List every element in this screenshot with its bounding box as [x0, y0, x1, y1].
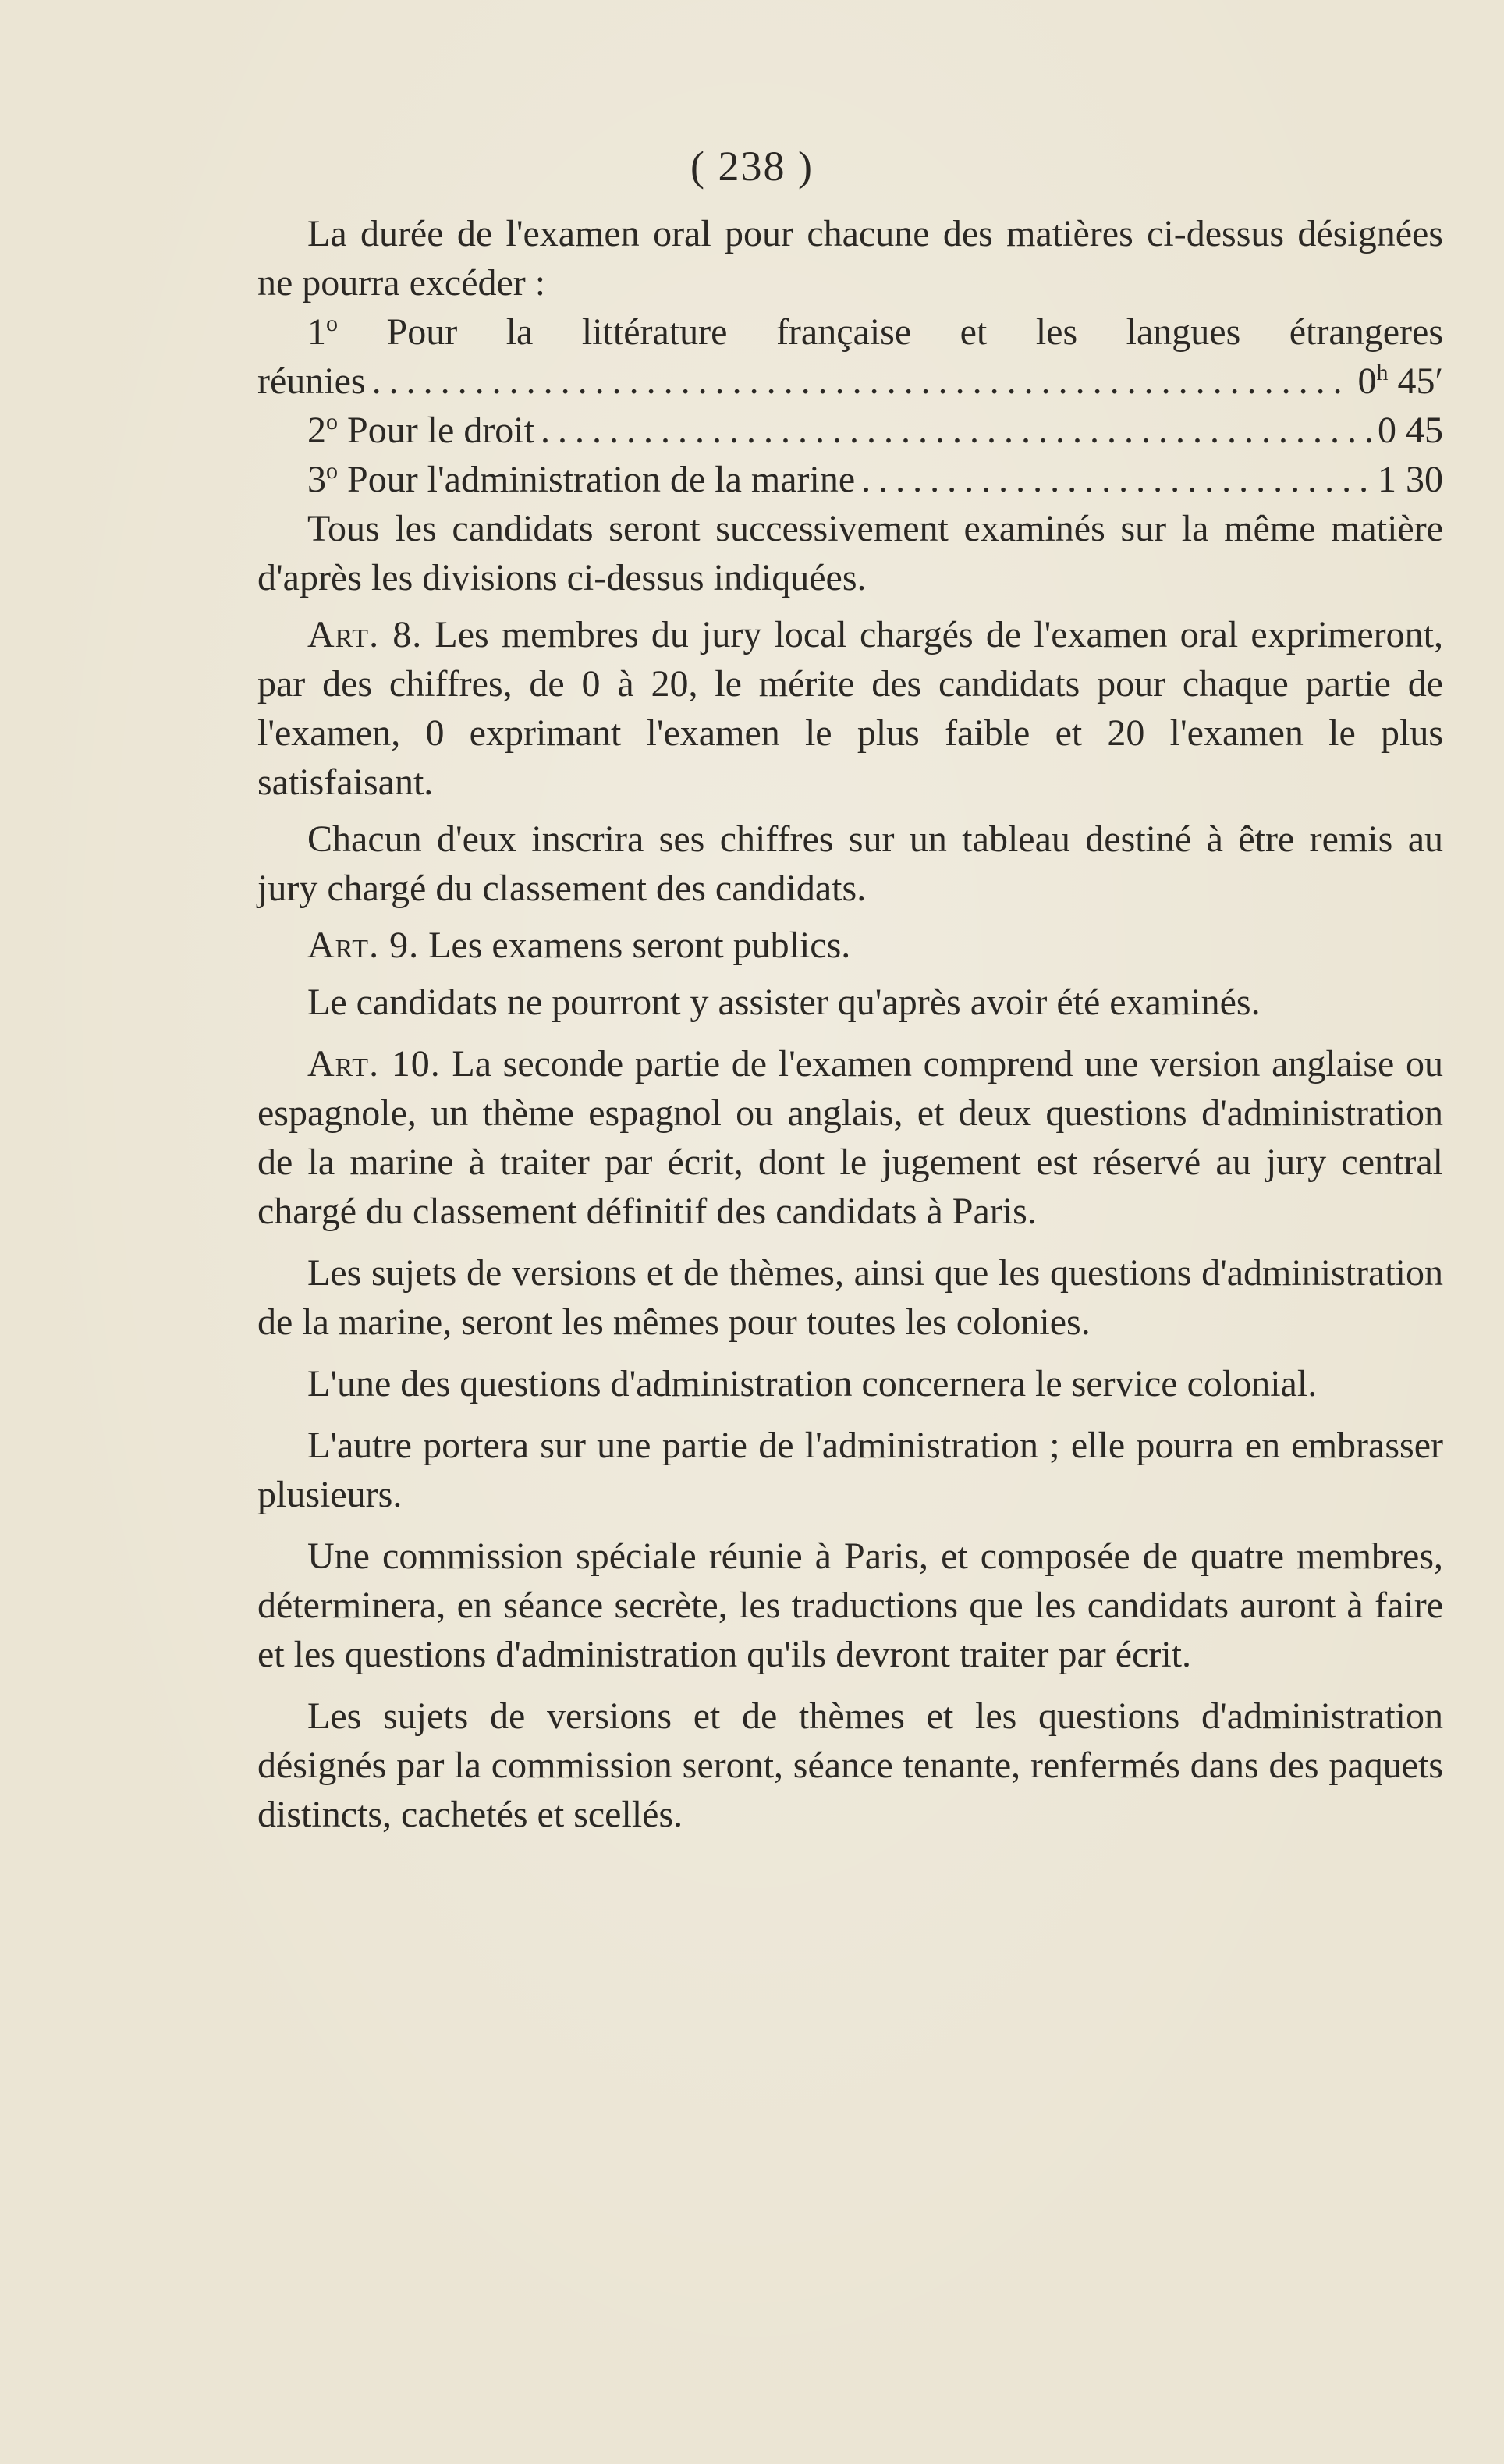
- article-8-label: Art. 8.: [307, 614, 423, 655]
- duration-item-1-label: Pour la littérature française et les langues étrangeres: [386, 311, 1443, 353]
- paragraph-scores-table: Chacun d'eux inscrira ses chiffres sur un tableau destiné à être remis au jury chargé du classement des candidats.: [257, 818, 1443, 909]
- duration-item-1-line1: [257, 307, 1443, 357]
- article-9-label: Art. 9.: [307, 925, 420, 966]
- body-text: [257, 209, 1443, 1839]
- article-9: [257, 921, 1443, 970]
- duration-item-2: [257, 406, 1443, 455]
- paragraph-special-commission: Une commission spéciale réunie à Paris, et composée de quatre membres, déterminera, en séance secrète, les traductions que les candidats auront à faire et les questions d'administration qu'ils devront traiter par écrit.: [257, 1536, 1443, 1675]
- duration-item-3: [257, 455, 1443, 504]
- duration-item-3-value: 1 30: [1378, 459, 1443, 500]
- paragraph-examination-order: Tous les candidats seront successivement examinés sur la même matière d'après les divisions ci-dessus indiquées.: [257, 508, 1443, 598]
- paragraph-sealed-packets: Les sujets de versions et de thèmes et les questions d'administration désignés par la commission seront, séance tenante, renfermés dans des paquets distincts, cachetés et scellés.: [257, 1695, 1443, 1835]
- article-8-text: Les membres du jury local chargés de l'examen oral exprimeront, par des chiffres, de 0 à 20, le mérite des candidats pour chaque partie de l'examen, 0 exprimant l'examen le plus faible et 20 l'examen le plus satisfaisant.: [257, 614, 1444, 803]
- intro-paragraph: La durée de l'examen oral pour chacune des matières ci-dessus désignées ne pourra excéder :: [257, 213, 1443, 304]
- duration-item-3-label: 3$^o$ Pour l'administration de la marine: [307, 458, 856, 500]
- duration-item-1-number-sup: o: [326, 311, 338, 336]
- paragraph-other-question: L'autre portera sur une partie de l'administration ; elle pourra en embrasser plusieurs.: [257, 1425, 1443, 1515]
- duration-item-2-label: 2$^o$ Pour le droit: [307, 409, 534, 451]
- duration-item-1-label-cont: réunies: [257, 360, 366, 402]
- article-10-text: La seconde partie de l'examen comprend une version anglaise ou espagnole, un thème espagnol ou anglais, et deux questions d'administration de la marine à traiter par écrit, dont le jugement est réservé au jury central chargé du classement définitif des candidats à Paris.: [257, 1043, 1444, 1232]
- article-10: [257, 1039, 1443, 1236]
- duration-item-1-number: 1: [307, 311, 326, 353]
- duration-item-1-line2: [257, 357, 1443, 406]
- page-number: ( 238 ): [690, 143, 814, 190]
- article-9-text: Les examens seront publics.: [428, 925, 851, 966]
- leader-dots: [372, 357, 1352, 406]
- paragraph-candidates-attendance: Le candidats ne pourront y assister qu'après avoir été examinés.: [307, 982, 1261, 1023]
- leader-dots: [541, 406, 1371, 455]
- paragraph-subjects-same: Les sujets de versions et de thèmes, ainsi que les questions d'administration de la marine, seront les mêmes pour toutes les colonies.: [257, 1252, 1443, 1343]
- paragraph-colonial-service: L'une des questions d'administration concernera le service colonial.: [307, 1363, 1318, 1404]
- leader-dots: [861, 455, 1371, 504]
- article-10-label: Art. 10.: [307, 1043, 441, 1085]
- duration-item-2-value: 0 45: [1378, 410, 1443, 451]
- article-8: [257, 610, 1443, 807]
- duration-item-1-value: 0$^h$ 45′: [1357, 360, 1443, 402]
